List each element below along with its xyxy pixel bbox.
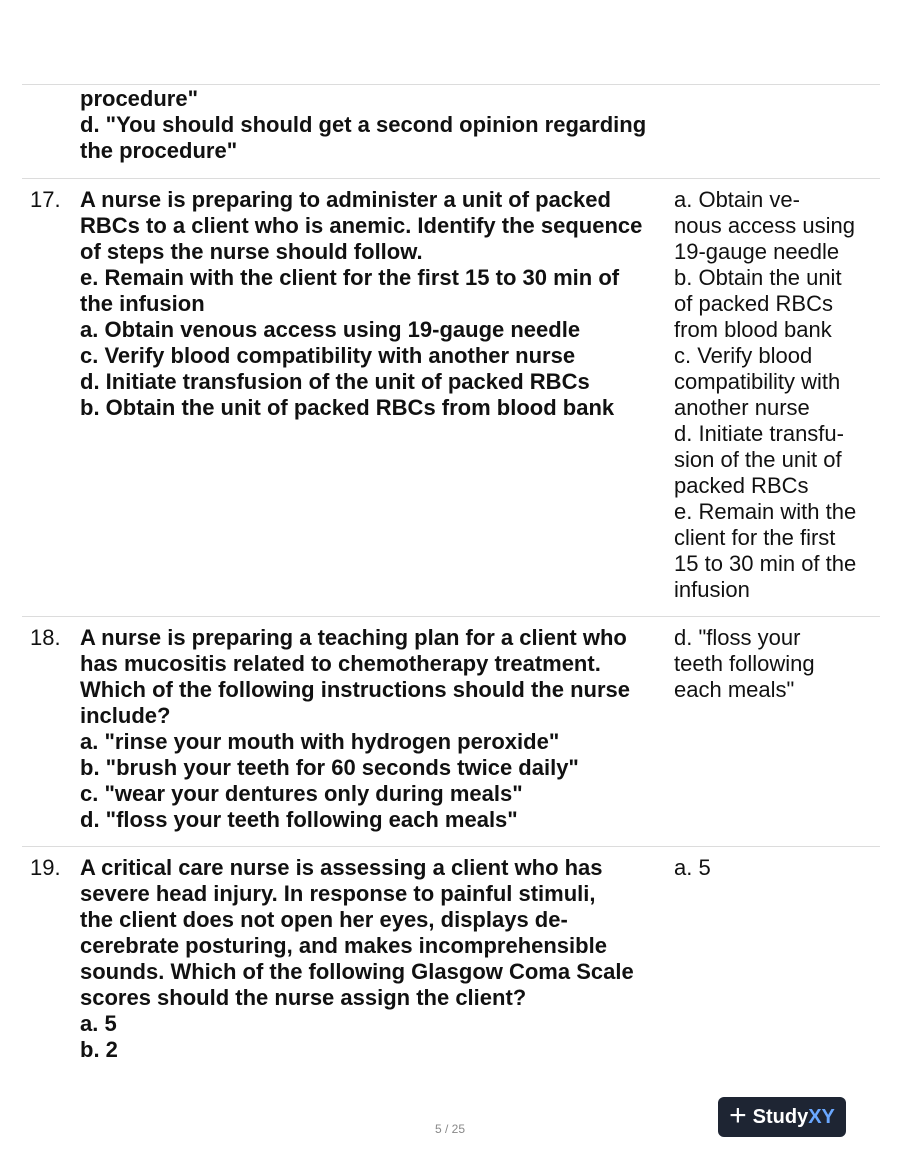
text-line: each meals" — [674, 677, 795, 702]
text-line: from blood bank — [674, 317, 832, 342]
text-line: teeth following — [674, 651, 815, 676]
divider-before-17 — [22, 178, 880, 179]
studyxy-logo[interactable] — [718, 1097, 846, 1137]
text-line: cerebrate posturing, and makes incomprehensible — [80, 933, 607, 958]
text-line: a. "rinse your mouth with hydrogen peroxide" — [80, 729, 560, 754]
text-line: severe head injury. In response to painful stimuli, — [80, 881, 596, 906]
text-line: compatibility with — [674, 369, 841, 394]
question-text — [80, 855, 668, 1063]
text-line: e. Remain with the client for the first 15 to 30 min of — [80, 265, 620, 290]
answer-text — [674, 187, 874, 603]
text-line: infusion — [674, 577, 750, 602]
question-number: 17. — [30, 187, 61, 212]
text-line: another nurse — [674, 395, 810, 420]
text-line: nous access using — [674, 213, 855, 238]
text-line: b. Obtain the unit — [674, 265, 842, 290]
text-line: a. 5 — [674, 855, 711, 880]
text-line: Which of the following instructions should the nurse — [80, 677, 630, 702]
text-line: client for the first — [674, 525, 836, 550]
logo-study-text: Study — [752, 1105, 809, 1128]
text-line: the infusion — [80, 291, 205, 316]
text-line: b. Obtain the unit of packed RBCs from blood bank — [80, 395, 615, 420]
text-line: d. "You should should get a second opinion regarding — [80, 112, 647, 137]
text-line: A nurse is preparing a teaching plan for a client who — [80, 625, 627, 650]
text-line: b. "brush your teeth for 60 seconds twice daily" — [80, 755, 579, 780]
text-line: b. 2 — [80, 1037, 118, 1062]
question-number: 19. — [30, 855, 61, 880]
text-line: d. "floss your teeth following each meals" — [80, 807, 518, 832]
question-text — [80, 625, 668, 833]
text-line: include? — [80, 703, 171, 728]
text-line: the procedure" — [80, 138, 238, 163]
text-line: d. Initiate transfu- — [674, 421, 844, 446]
plus-icon: + — [729, 1098, 747, 1132]
text-line: c. Verify blood — [674, 343, 813, 368]
text-line: the client does not open her eyes, displays de- — [80, 907, 568, 932]
text-line: d. Initiate transfusion of the unit of packed RBCs — [80, 369, 590, 394]
text-line: A critical care nurse is assessing a client who has — [80, 855, 603, 880]
text-line: c. "wear your dentures only during meals" — [80, 781, 523, 806]
text-line: 15 to 30 min of the — [674, 551, 857, 576]
divider-top — [22, 84, 880, 85]
text-line: d. "floss your — [674, 625, 801, 650]
question-number: 18. — [30, 625, 61, 650]
page-indicator: 5 / 25 — [434, 1122, 466, 1136]
answer-text — [674, 855, 874, 881]
text-line: of packed RBCs — [674, 291, 833, 316]
continuation-text — [80, 86, 668, 164]
text-line: of steps the nurse should follow. — [80, 239, 423, 264]
text-line: e. Remain with the — [674, 499, 857, 524]
text-line: packed RBCs — [674, 473, 809, 498]
text-line: has mucositis related to chemotherapy treatment. — [80, 651, 601, 676]
text-line: procedure" — [80, 86, 199, 111]
text-line: c. Verify blood compatibility with another nurse — [80, 343, 576, 368]
divider-before-19 — [22, 846, 880, 847]
logo-wordmark — [753, 1106, 835, 1129]
answer-text — [674, 625, 874, 703]
text-line: a. 5 — [80, 1011, 117, 1036]
divider-before-18 — [22, 616, 880, 617]
text-line: A nurse is preparing to administer a unit of packed — [80, 187, 611, 212]
text-line: a. Obtain ve- — [674, 187, 800, 212]
logo-xy-text: XY — [808, 1105, 835, 1128]
text-line: sounds. Which of the following Glasgow Coma Scale — [80, 959, 634, 984]
text-line: RBCs to a client who is anemic. Identify the sequence — [80, 213, 643, 238]
text-line: scores should the nurse assign the client? — [80, 985, 527, 1010]
text-line: a. Obtain venous access using 19-gauge needle — [80, 317, 581, 342]
text-line: 19-gauge needle — [674, 239, 840, 264]
question-text — [80, 187, 668, 421]
text-line: sion of the unit of — [674, 447, 842, 472]
